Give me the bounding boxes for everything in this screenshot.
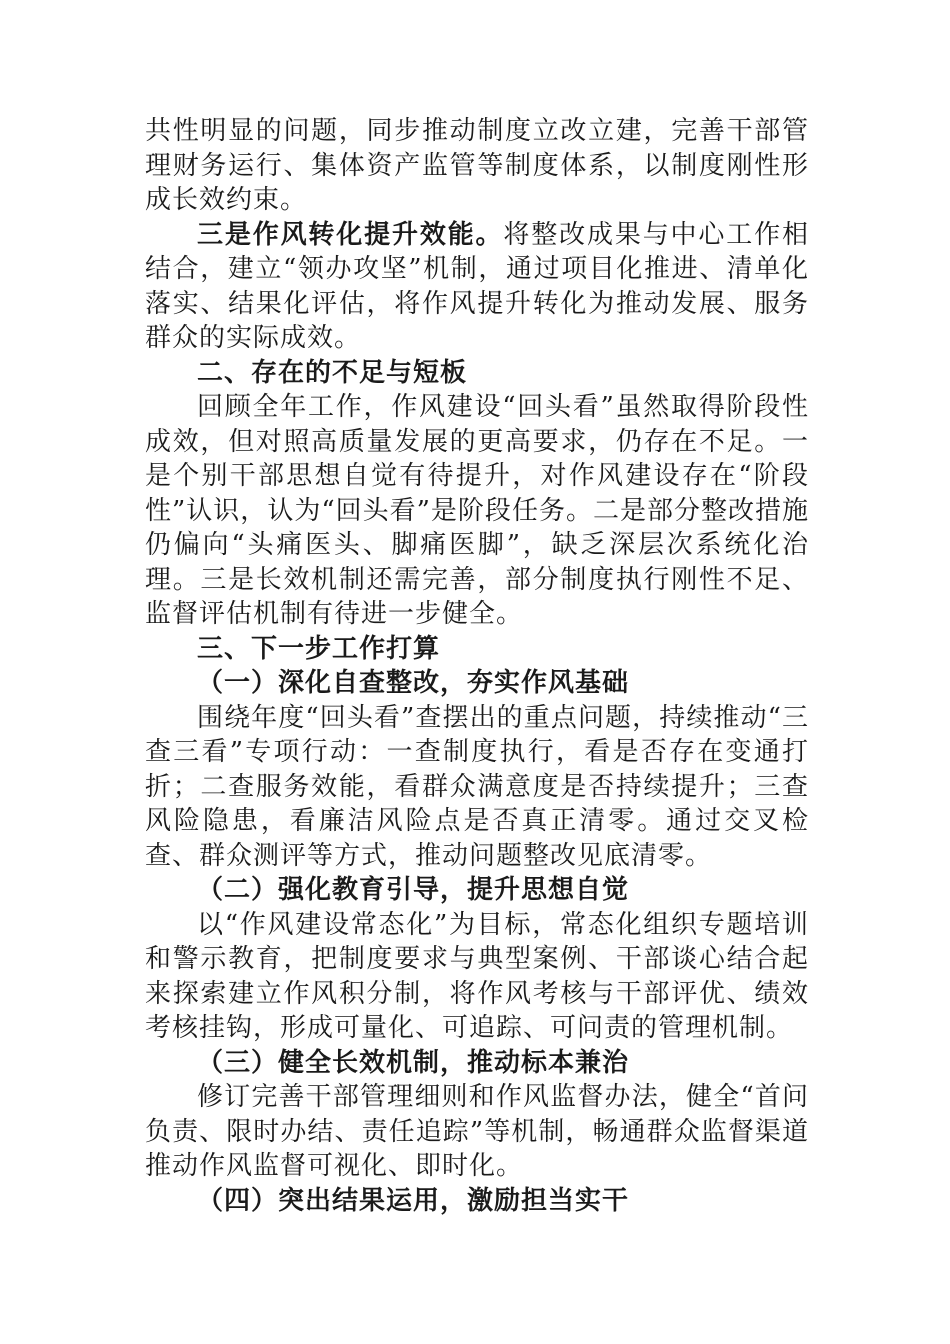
- paragraph-long-term-mechanism: 修订完善干部管理细则和作风监督办法，健全“首问负责、限时办结、责任追踪”等机制，畅通群众监督渠道推动作风监督可视化、即时化。: [145, 1082, 809, 1181]
- document-page: [145, 114, 809, 1218]
- paragraph-body: 将整改成果与中心工作相结合，建立“领办攻坚”机制，通过项目化推进、清单化落实、结果化评估，将作风提升转化为推动发展、服务群众的实际成效。: [145, 219, 809, 353]
- paragraph-education: 以“作风建设常态化”为目标，常态化组织专题培训和警示教育，把制度要求与典型案例、干部谈心结合起来探索建立作风积分制，将作风考核与干部评优、绩效考核挂钩，形成可量化、可追踪、可问责的管理机制。: [145, 909, 809, 1043]
- paragraph-style-transformation: [145, 218, 809, 356]
- subheading-self-inspection: （一）深化自查整改，夯实作风基础: [197, 668, 630, 698]
- subheading-results-application: （四）突出结果运用，激励担当实干: [197, 1185, 630, 1216]
- paragraph-shortcomings: 回顾全年工作，作风建设“回头看”虽然取得阶段性成效，但对照高质量发展的更高要求，仍存在不足。一是个别干部思想自觉有待提升，对作风建设存在“阶段性”认识，认为“回头看”是阶段任务。二是部分整改措施仍偏向“头痛医头、脚痛医脚”，缺乏深层次系统化治理。三是长效机制还需完善，部分制度执行刚性不足、监督评估机制有待进一步健全。: [145, 392, 809, 629]
- paragraph-institution-building: 共性明显的问题，同步推动制度立改立建，完善干部管理财务运行、集体资产监管等制度体系，以制度刚性形成长效约束。: [145, 116, 809, 215]
- subheading-education: （二）强化教育引导，提升思想自觉: [197, 875, 630, 905]
- section-heading-shortcomings: 二、存在的不足与短板: [197, 357, 468, 388]
- section-heading-next-steps: 三、下一步工作打算: [197, 633, 441, 664]
- subheading-long-term-mechanism: （三）健全长效机制，推动标本兼治: [197, 1047, 630, 1078]
- paragraph-lead-bold: 三是作风转化提升效能。: [197, 219, 504, 250]
- paragraph-self-inspection: 围绕年度“回头看”查摆出的重点问题，持续推动“三查三看”专项行动：一查制度执行，看是否存在变通打折；二查服务效能，看群众满意度是否持续提升；三查风险隐患，看廉洁风险点是否真正清零。通过交叉检查、群众测评等方式，推动问题整改见底清零。: [145, 702, 809, 871]
